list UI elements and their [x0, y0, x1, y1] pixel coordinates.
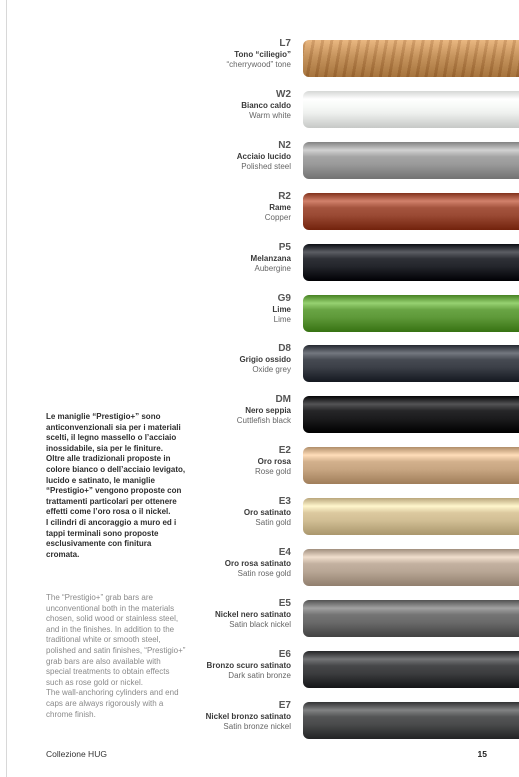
finish-code: D8	[278, 343, 291, 355]
finish-name-italian: Acciaio lucido	[236, 151, 291, 161]
description-en-paragraph: The “Prestigio+” grab bars are unconventional both in the materials chosen, solid wood or stainless steel, and in the finishes. In addition to the traditional white or smooth steel, polished and satin finishes, “Prestigio+” grab bars are also available with special treatments to obtain effects such as rose gold or nickel.	[46, 593, 186, 687]
description-en-paragraph: The wall-anchoring cylinders and end caps are always rigorously with a chrome finish.	[46, 688, 179, 719]
page-number: 15	[477, 749, 487, 759]
finish-labels	[91, 89, 291, 121]
finish-row-p5	[0, 242, 519, 292]
finish-code: E2	[278, 445, 291, 457]
finish-name-english: Copper	[264, 212, 291, 222]
finish-labels	[91, 191, 291, 223]
collection-name: Collezione HUG	[46, 749, 107, 759]
description-italian	[46, 412, 186, 560]
finish-name-english: Dark satin bronze	[228, 670, 291, 680]
finish-row-w2	[0, 89, 519, 139]
finish-name-italian: Lime	[272, 304, 291, 314]
finish-row-g9	[0, 293, 519, 343]
finish-code: E7	[278, 699, 291, 711]
finish-swatch-bar	[303, 40, 519, 77]
finish-labels	[91, 242, 291, 274]
finish-code: L7	[279, 38, 291, 49]
finish-name-italian: Grigio ossido	[239, 355, 291, 365]
finish-code: W2	[276, 88, 291, 100]
finish-code: R2	[278, 190, 291, 202]
finish-name-italian: Oro rosa satinato	[224, 559, 291, 568]
finish-swatch-bar	[303, 396, 519, 433]
finish-code: P5	[278, 241, 291, 253]
finish-swatch-bar	[303, 193, 519, 230]
finish-name-italian: Melanzana	[250, 253, 291, 263]
finish-labels	[91, 293, 291, 325]
finish-name-italian: Oro rosa	[257, 457, 291, 467]
finish-swatch-bar	[303, 447, 519, 484]
finish-code: E5	[278, 597, 291, 609]
finish-code: DM	[275, 394, 291, 406]
finish-name-english: Cuttlefish black	[236, 416, 291, 426]
description-english	[46, 593, 186, 720]
finish-labels	[91, 343, 291, 375]
finish-name-english: “cherrywood” tone	[226, 60, 291, 69]
finish-name-english: Satin black nickel	[229, 619, 291, 629]
finish-name-english: Satin rose gold	[237, 569, 291, 578]
finish-code: E6	[278, 648, 291, 660]
finish-name-italian: Bianco caldo	[241, 100, 291, 110]
finish-code: G9	[277, 292, 291, 304]
finish-swatch-bar	[303, 244, 519, 281]
finish-labels	[91, 140, 291, 172]
finish-name-english: Satin bronze nickel	[223, 721, 291, 731]
finish-swatch-bar	[303, 549, 519, 586]
finish-name-english: Satin gold	[255, 518, 291, 528]
finish-swatch-bar	[303, 651, 519, 688]
finish-swatch-bar	[303, 91, 519, 128]
finish-row-l7	[0, 38, 519, 88]
finish-name-italian: Rame	[269, 202, 291, 212]
finish-labels	[91, 38, 291, 70]
finish-code: N2	[278, 139, 291, 151]
finish-swatch-bar	[303, 600, 519, 637]
finish-name-italian: Nickel bronzo satinato	[205, 711, 291, 721]
finish-name-english: Lime	[273, 314, 291, 324]
finish-row-n2	[0, 140, 519, 190]
finish-code: E3	[278, 496, 291, 508]
finish-swatch-bar	[303, 295, 519, 332]
finish-row-r2	[0, 191, 519, 241]
description-it-paragraph: I cilindri di ancoraggio a muro ed i tappi terminali sono proposte esclusivamente con finitura cromata.	[46, 517, 177, 559]
finish-name-english: Rose gold	[254, 467, 291, 477]
finish-swatch-bar	[303, 142, 519, 179]
finish-name-italian: Tono “ciliegio”	[234, 50, 291, 59]
finish-name-english: Polished steel	[241, 161, 291, 171]
finish-swatch-bar	[303, 702, 519, 739]
finish-name-italian: Nickel nero satinato	[214, 609, 291, 619]
description-it-paragraph: Oltre alle tradizionali proposte in colore bianco o dell’acciaio levigato, lucido e satinato, le maniglie “Prestigio+” vengono proposte con trattamenti particolari per ottenere effetti come l’oro rosa o il nickel.	[46, 454, 186, 517]
finish-code: E4	[278, 547, 291, 558]
finish-name-english: Warm white	[249, 110, 291, 120]
finish-swatch-bar	[303, 498, 519, 535]
finish-row-d8	[0, 343, 519, 393]
finish-name-english: Oxide grey	[252, 365, 291, 375]
finish-name-english: Aubergine	[254, 263, 291, 273]
description-it-paragraph: Le maniglie “Prestigio+” sono anticonvenzionali sia per i materiali scelti, il legno massello o l’acciaio inossidabile, sia per le finiture.	[46, 412, 181, 453]
finish-name-italian: Nero seppia	[245, 406, 291, 416]
finish-name-italian: Bronzo scuro satinato	[206, 660, 291, 670]
finish-name-italian: Oro satinato	[243, 508, 291, 518]
finish-swatch-bar	[303, 345, 519, 382]
